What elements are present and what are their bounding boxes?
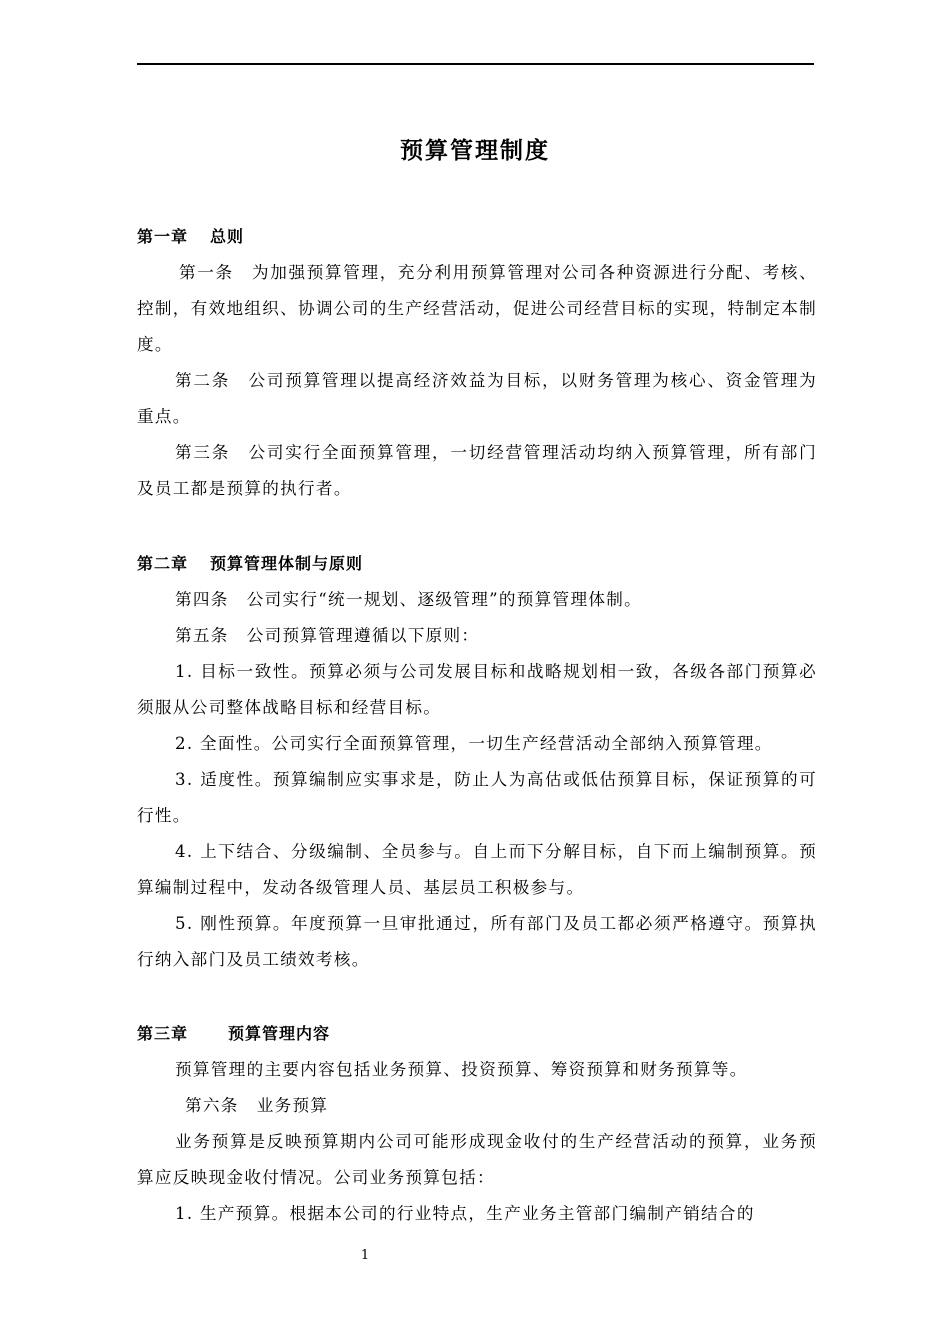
chapter-title: 总则 <box>210 227 245 246</box>
chapter-3 <box>137 1016 817 1232</box>
chapter-number: 第一章 <box>137 227 189 246</box>
list-item: 5. 刚性预算。年度预算一旦审批通过，所有部门及员工都必须严格遵守。预算执行纳入部门及员工绩效考核。 <box>137 914 817 969</box>
article-paragraph <box>137 1088 817 1124</box>
chapter-number: 第二章 <box>137 554 189 573</box>
list-item: 1. 目标一致性。预算必须与公司发展目标和战略规划相一致，各级各部门预算必须服从公司整体战略目标和经营目标。 <box>137 662 817 717</box>
article-label: 第五条 <box>175 626 229 645</box>
article-paragraph <box>137 255 817 363</box>
article-paragraph <box>137 618 817 654</box>
document-title: 预算管理制度 <box>400 138 550 164</box>
list-item: 2. 全面性。公司实行全面预算管理，一切生产经营活动全部纳入预算管理。 <box>175 734 773 753</box>
article-paragraph <box>137 435 817 507</box>
chapter-2 <box>137 546 817 978</box>
article-text: 为加强预算管理，充分利用预算管理对公司各种资源进行分配、考核、控制，有效地组织、协调公司的生产经营活动，促进公司经营目标的实现，特制定本制度。 <box>137 263 817 354</box>
list-item: 1. 生产预算。根据本公司的行业特点，生产业务主管部门编制产销结合的 <box>175 1204 755 1223</box>
article-text: 业务预算 <box>256 1096 329 1115</box>
chapter-title: 预算管理内容 <box>228 1024 331 1043</box>
article-text: 公司预算管理遵循以下原则： <box>246 626 480 645</box>
article-label: 第四条 <box>175 590 229 609</box>
article-text: 公司实行全面预算管理，一切经营管理活动均纳入预算管理，所有部门及员工都是预算的执行者。 <box>137 443 817 498</box>
header-rule <box>137 63 814 65</box>
chapter-heading <box>137 546 817 582</box>
article-paragraph <box>137 582 817 618</box>
article-label: 第六条 <box>185 1096 239 1115</box>
article-label: 第二条 <box>175 371 231 390</box>
chapter-number: 第三章 <box>137 1024 189 1043</box>
article-paragraph <box>137 363 817 435</box>
article-text: 公司预算管理以提高经济效益为目标，以财务管理为核心、资金管理为重点。 <box>137 371 817 426</box>
chapter-heading <box>137 1016 817 1052</box>
paragraph: 预算管理的主要内容包括业务预算、投资预算、筹资预算和财务预算等。 <box>175 1060 748 1079</box>
list-item: 4. 上下结合、分级编制、全员参与。自上而下分解目标，自下而上编制预算。预算编制过程中，发动各级管理人员、基层员工积极参与。 <box>137 842 817 897</box>
page-number: 1 <box>360 1248 370 1263</box>
article-label: 第三条 <box>175 443 231 462</box>
paragraph: 业务预算是反映预算期内公司可能形成现金收付的生产经营活动的预算，业务预算应反映现金收付情况。公司业务预算包括： <box>137 1132 817 1187</box>
chapter-1 <box>137 219 817 507</box>
chapter-heading <box>137 219 817 255</box>
chapter-title: 预算管理体制与原则 <box>210 554 364 573</box>
article-label: 第一条 <box>179 263 234 282</box>
article-text: 公司实行“统一规划、逐级管理”的预算管理体制。 <box>246 590 643 609</box>
list-item: 3. 适度性。预算编制应实事求是，防止人为高估或低估预算目标，保证预算的可行性。 <box>137 770 817 825</box>
